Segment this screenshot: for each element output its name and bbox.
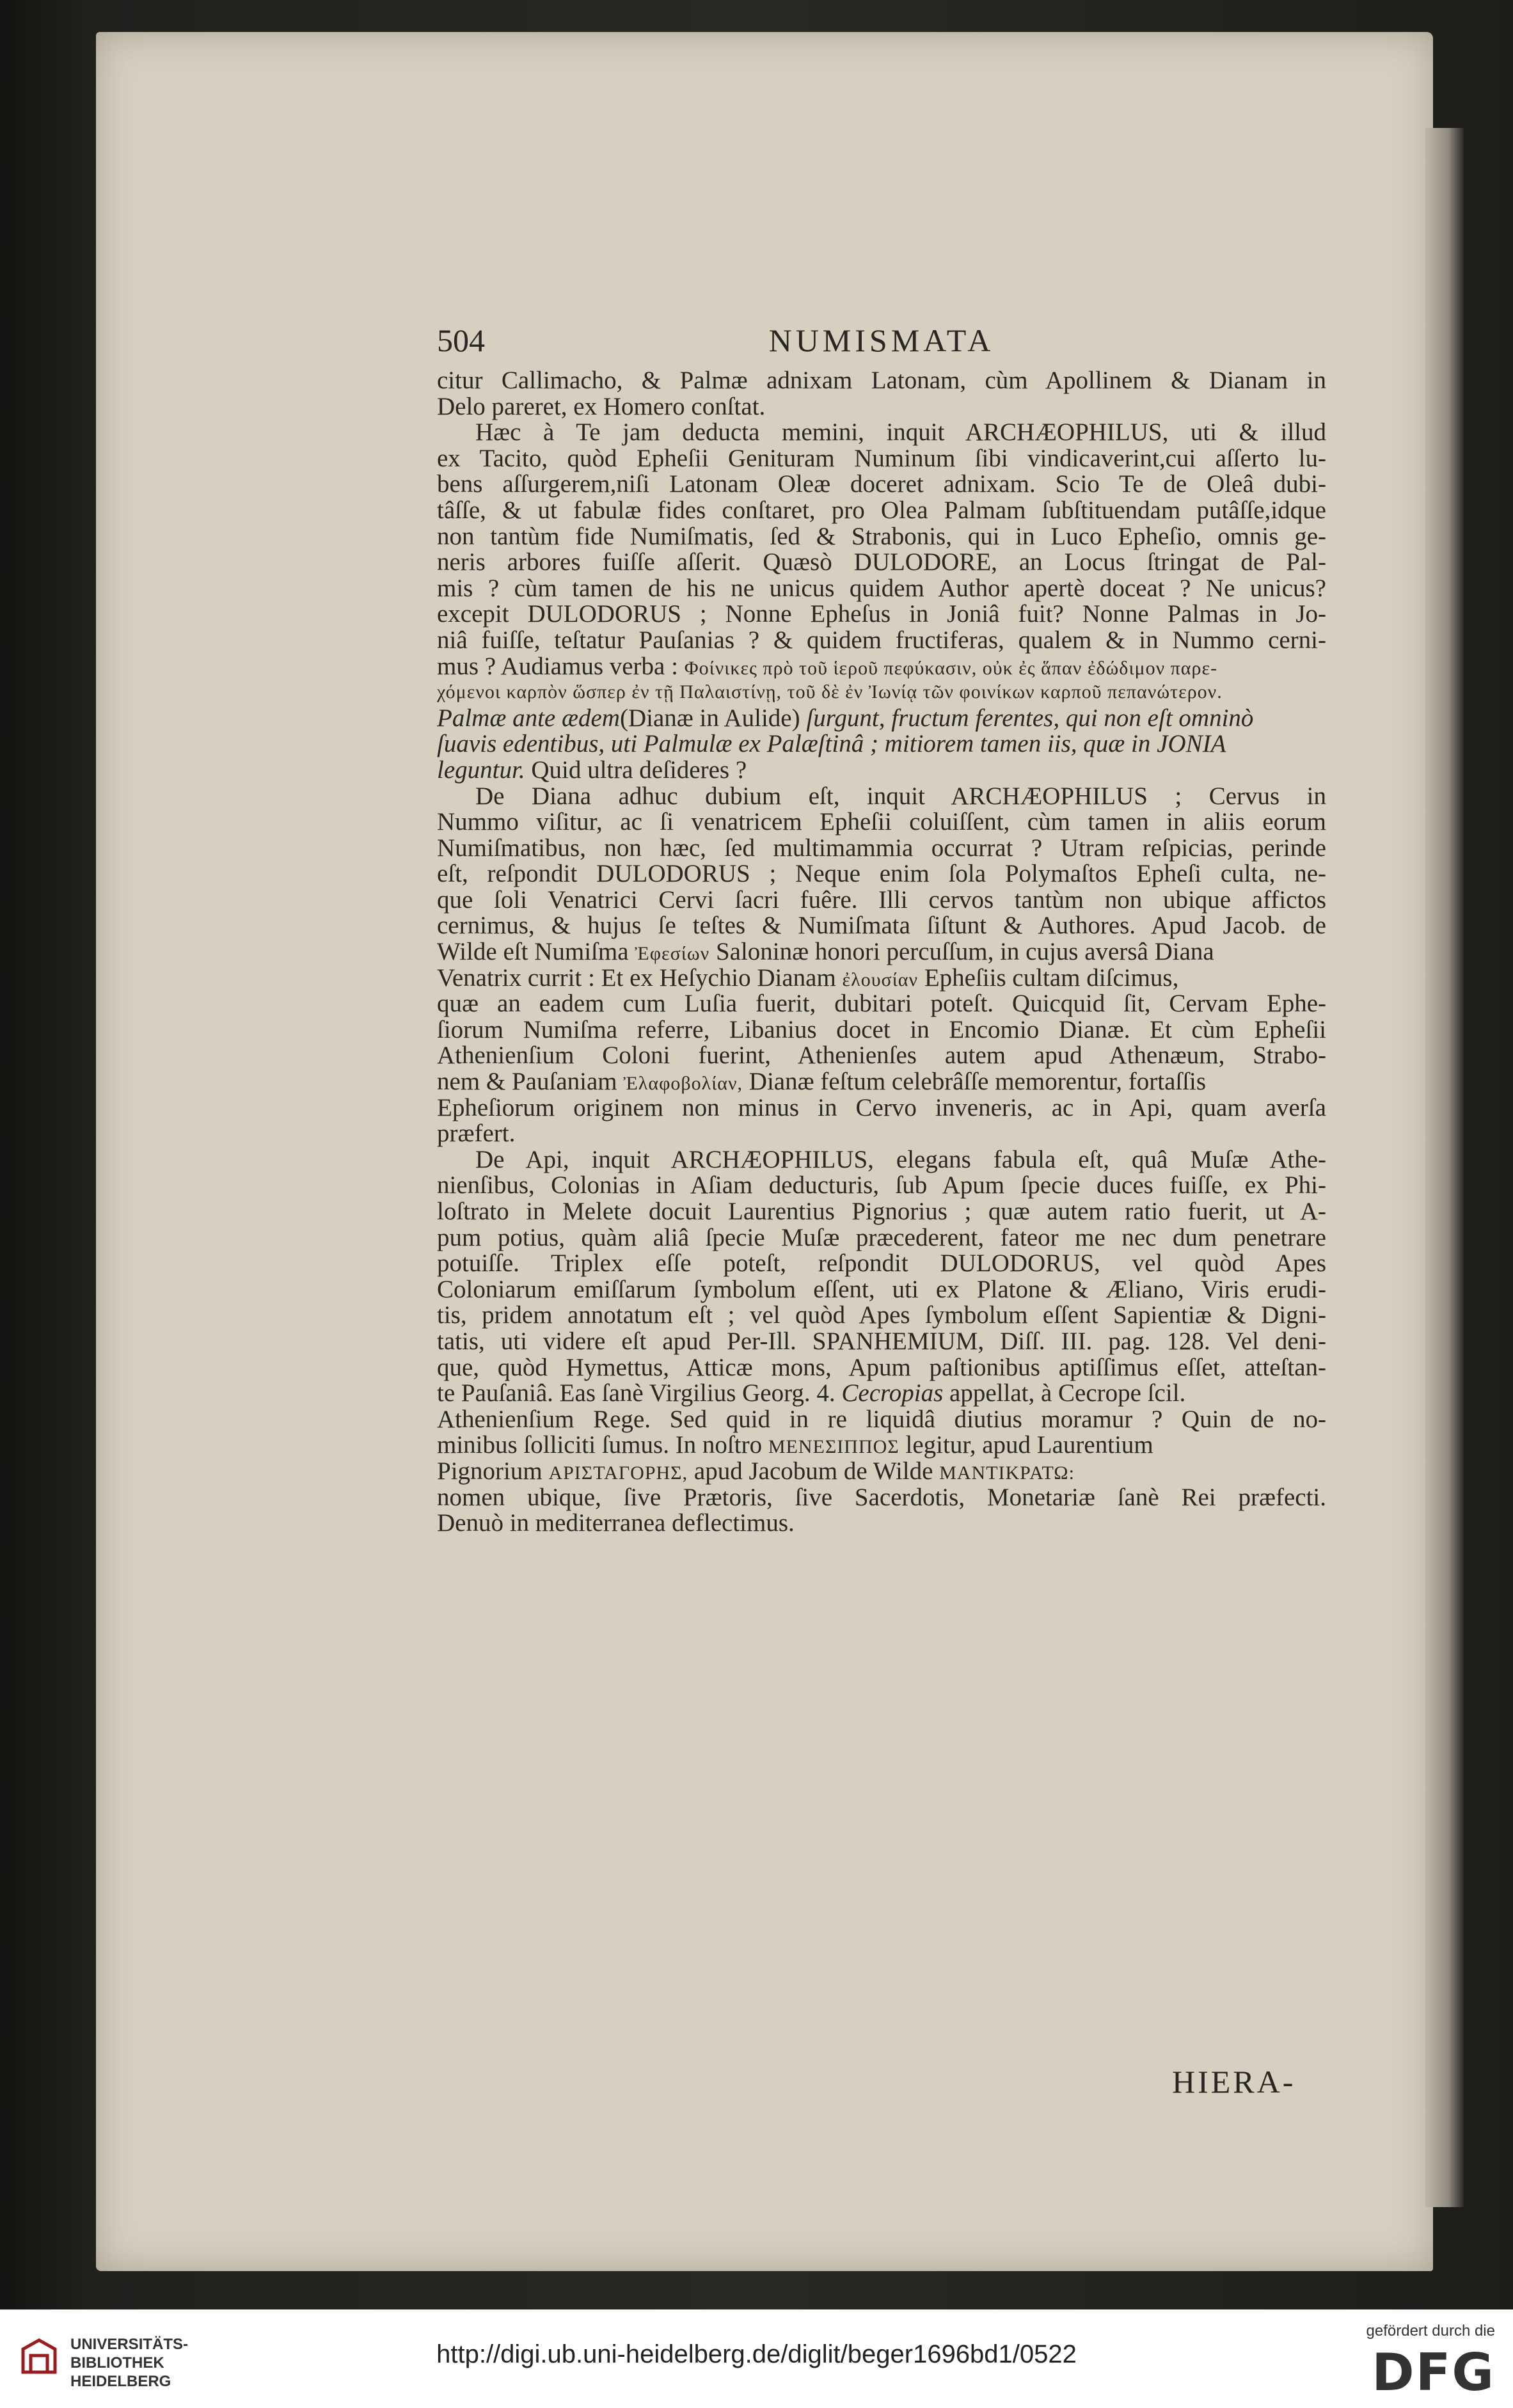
text-line: potuiſſe. Triplex eſſe poteſt, reſpondit DULODORUS, vel quòd Apes: [437, 1249, 1326, 1278]
text-line: neris arbores fuiſſe aſſerit. Quæsò DULODORE, an Locus ſtringat de Pal-: [437, 548, 1326, 576]
page-header: [437, 322, 1326, 360]
running-title: NUMISMATA: [768, 322, 995, 358]
italic-run: Palmæ ante ædem: [437, 704, 620, 732]
italic-line: ſuavis edentibus, uti Palmulæ ex Palæſtinâ ; mitiorem tamen iis, quæ in JONIA: [437, 730, 1226, 758]
text-line: bens aſſurgerem,niſi Latonam Oleæ doceret adnixam. Scio Te de Oleâ dubi-: [437, 470, 1326, 498]
page-number: 504: [437, 322, 485, 358]
text-run: minibus ſolliciti ſumus. In noſtro: [437, 1431, 763, 1459]
text-line: nomen ubique, ſive Prætoris, ſive Sacerdotis, Monetariæ ſanè Rei præfecti.: [437, 1483, 1326, 1511]
text-line: excepit DULODORUS ; Nonne Epheſus in Joniâ fuit? Nonne Palmas in Jo-: [437, 600, 1326, 628]
greek-word: ΑΡΙΣΤΑΓΟΡΗΣ,: [548, 1462, 688, 1484]
italic-run: leguntur.: [437, 756, 525, 784]
text-run: legitur, apud Laurentium: [905, 1431, 1153, 1459]
text-line: Delo pareret, ex Homero conſtat.: [437, 392, 766, 420]
text-line: [437, 1459, 1326, 1485]
funding-caption: gefördert durch die: [1366, 2322, 1495, 2340]
greek-quote: Φοίνικες πρὸ τοῦ ἱεροῦ πεφύκασιν, οὐκ ἐς ἅπαν ἐδώδιμον παρε-: [684, 657, 1218, 679]
text-line: nienſibus, Colonias in Aſiam deducturis, ſub Apum ſpecie duces fuiſſe, ex Phi-: [437, 1171, 1326, 1200]
text-line: Athenienſium Coloni fuerint, Athenienſes autem apud Athenæum, Strabo-: [437, 1042, 1326, 1070]
library-name-line: UNIVERSITÄTS-: [70, 2336, 189, 2353]
text-run: (Dianæ in Aulide): [619, 704, 800, 732]
italic-run: ſurgunt, fructum ferentes, qui non eſt omninò: [806, 704, 1254, 732]
text-line: que ſoli Venatrici Cervi ſacri fuêre. Illi cervos tantùm non ubique affictos: [437, 885, 1326, 914]
text-line: [437, 1069, 1326, 1095]
text-line: Hæc à Te jam deducta memini, inquit ARCHÆOPHILUS, uti & illud: [475, 418, 1326, 447]
text-line: [437, 654, 1326, 680]
dfg-logo: DFG: [1372, 2343, 1495, 2402]
text-run: Wilde eſt Numiſma: [437, 938, 629, 966]
text-run: nem & Pauſaniam: [437, 1068, 617, 1096]
text-line: ſiorum Numiſma referre, Libanius docet in Encomio Dianæ. Et cùm Epheſii: [437, 1015, 1326, 1043]
greek-quote-line: χόμενοι καρπὸν ὥσπερ ἐν τῇ Παλαιστίνῃ, τοῦ δὲ ἐν Ἰωνίᾳ τῶν φοινίκων καρποῦ πεπανώτερον.: [437, 681, 1223, 703]
text-line: niâ fuiſſe, teſtatur Pauſanias ? & quidem fructiferas, qualem & in Nummo cerni-: [437, 626, 1326, 654]
text-line: que, quòd Hymettus, Atticæ mons, Apum paſtionibus aptiſſimus eſſet, atteſtan-: [437, 1353, 1326, 1381]
library-name-line: BIBLIOTHEK: [70, 2354, 164, 2372]
greek-word: ΜΕΝΕΣΙΠΠΟΣ: [768, 1436, 899, 1458]
text-run: Quid ultra deſideres ?: [531, 756, 747, 784]
greek-word: Ἐλαφοβολίαν,: [623, 1073, 743, 1095]
text-run: apud Jacobum de Wilde: [693, 1457, 933, 1485]
catchword: HIERA-: [1172, 2064, 1296, 2100]
text-line: Coloniarum emiſſarum ſymbolum eſſent, uti ex Platone & Æliano, Viris erudi-: [437, 1275, 1326, 1303]
text-line: [437, 939, 1326, 965]
text-run: mus ? Audiamus verba :: [437, 652, 678, 680]
text-run: Pignorium: [437, 1457, 543, 1485]
text-line: ex Tacito, quòd Epheſii Genituram Numinum ſibi vindicaverint,cui aſſerto lu-: [437, 444, 1326, 472]
greek-word: ἐλουσίαν: [842, 969, 919, 990]
text-line: non tantùm fide Numiſmatis, ſed & Strabonis, qui in Luco Epheſio, omnis ge-: [437, 522, 1326, 550]
next-page-edge: [1425, 128, 1464, 2207]
text-line: cernimus, & hujus ſe teſtes & Numiſmata ſiſtunt & Authores. Apud Jacob. de: [437, 912, 1326, 940]
text-line: mis ? cùm tamen de his ne unicus quidem Author apertè doceat ? Ne unicus?: [437, 574, 1326, 602]
text-line: [437, 965, 1326, 992]
text-line: quæ an eadem cum Luſia fuerit, dubitari poteſt. Quicquid ſit, Cervam Ephe-: [437, 990, 1326, 1018]
greek-word: ΜΑΝΤΙΚΡΑΤΩ:: [939, 1462, 1075, 1484]
text-line: tâſſe, & ut fabulæ fides conſtaret, pro Olea Palmam ſubſtituendam putâſſe,idque: [437, 496, 1326, 524]
text-line: Athenienſium Rege. Sed quid in re liquidâ diutius moramur ? Quin de no-: [437, 1405, 1326, 1433]
text-run: Dianæ feſtum celebrâſſe memorentur, fortaſſis: [749, 1068, 1207, 1096]
text-line: De Diana adhuc dubium eſt, inquit ARCHÆOPHILUS ; Cervus in: [475, 782, 1326, 810]
permalink-url[interactable]: http://digi.ub.uni-heidelberg.de/diglit/beger1696bd1/0522: [436, 2340, 1077, 2368]
text-line: Nummo viſitur, ac ſi venatricem Epheſii coluiſſent, cùm tamen in aliis eorum: [437, 808, 1326, 836]
text-line: tis, pridem annotatum eſt ; vel quòd Apes ſymbolum eſſent Sapientiæ & Digni-: [437, 1301, 1326, 1329]
viewer-footer: [0, 2309, 1513, 2408]
text-line: citur Callimacho, & Palmæ adnixam Latonam, cùm Apollinem & Dianam in: [437, 367, 1326, 394]
text-line: Epheſiorum originem non minus in Cervo inveneris, ac in Api, quam averſa: [437, 1093, 1326, 1121]
body-text: [437, 368, 1326, 1537]
text-line: [437, 1381, 1326, 1407]
greek-word: Ἐφεσίων: [635, 943, 710, 965]
text-line: Numiſmatibus, non hæc, ſed multimammia occurrat ? Utram reſpicias, perinde: [437, 834, 1326, 862]
text-line: loſtrato in Melete docuit Laurentius Pignorius ; quæ autem ratio fuerit, ut A-: [437, 1198, 1326, 1225]
text-line: tatis, uti videre eſt apud Per-Ill. SPANHEMIUM, Diſſ. III. pag. 128. Vel deni-: [437, 1327, 1326, 1355]
text-line: præfert.: [437, 1120, 516, 1148]
text-line: De Api, inquit ARCHÆOPHILUS, elegans fabula eſt, quâ Muſæ Athe-: [475, 1145, 1326, 1173]
text-run: Epheſiis cultam diſcimus,: [924, 963, 1179, 992]
library-name-line: HEIDELBERG: [70, 2373, 171, 2390]
text-line: eſt, reſpondit DULODORUS ; Neque enim ſola Polymaſtos Epheſi culta, ne-: [437, 860, 1326, 888]
text-run: appellat, à Cecrope ſcil.: [949, 1379, 1186, 1407]
text-line: [437, 757, 1326, 784]
text-run: Venatrix currit : Et ex Heſychio Dianam: [437, 963, 836, 992]
text-line: Denuò in mediterranea deflectimus.: [437, 1509, 795, 1537]
text-run: te Pauſaniâ. Eas ſanè Virgilius Georg. 4.: [437, 1379, 836, 1407]
text-line: [437, 1432, 1326, 1459]
text-line: pum potius, quàm aliâ ſpecie Muſæ præcederent, fateor me nec dum penetrare: [437, 1223, 1326, 1251]
text-line: [437, 706, 1326, 732]
italic-run: Cecropias: [841, 1379, 944, 1407]
text-run: Saloninæ honori percuſſum, in cujus aversâ Diana: [715, 938, 1214, 966]
